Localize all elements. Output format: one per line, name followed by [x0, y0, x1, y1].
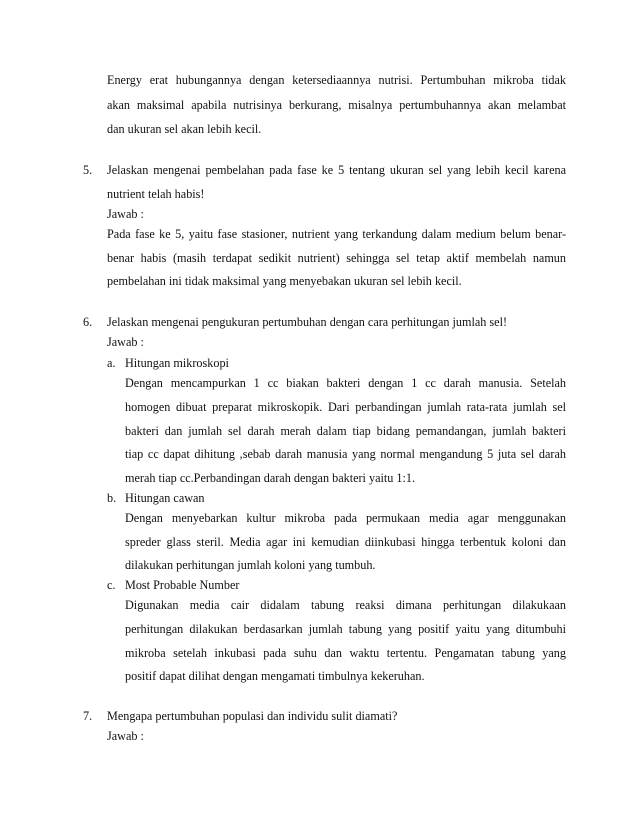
q6-item-c-line-4: positif dapat dilihat dengan mengamati timbulnya kekeruhan.: [125, 669, 425, 683]
q6-item-a-line-1: Dengan mencampurkan 1 cc biakan bakteri dengan 1 cc darah manusia. Setelah: [125, 376, 566, 390]
q6-item-a-marker: a.: [107, 356, 116, 370]
q6-item-b-line-3: dilakukan perhitungan jumlah koloni yang tumbuh.: [125, 558, 376, 572]
q6-item-c-line-1: Digunakan media cair didalam tabung reaksi dimana perhitungan dilakukaan: [125, 598, 566, 612]
q6-item-c-line-2: perhitungan dilakukan berdasarkan jumlah tabung yang positif yaitu yang ditumbuhi: [125, 622, 566, 636]
intro-line-3: dan ukuran sel akan lebih kecil.: [107, 122, 262, 136]
q7-question: Mengapa pertumbuhan populasi dan individu sulit diamati?: [107, 709, 398, 723]
intro-line-2: akan maksimal apabila nutrisinya berkurang, misalnya pertumbuhannya akan melambat: [107, 98, 566, 112]
q6-item-a-line-2: homogen dibuat preparat mikroskopik. Dari perbandingan jumlah rata-rata jumlah sel: [125, 400, 566, 414]
q5-answer-line-1: Pada fase ke 5, yaitu fase stasioner, nutrient yang terkandung dalam medium belum benar-: [107, 227, 566, 241]
q6-item-b-marker: b.: [107, 491, 117, 505]
q6-item-a-line-5: merah tiap cc.Perbandingan darah dengan bakteri yaitu 1:1.: [125, 471, 416, 485]
q6-item-c-line-3: mikroba setelah inkubasi pada suhu dan waktu tertentu. Pengamatan tabung yang: [125, 646, 566, 660]
intro-line-1: Energy erat hubungannya dengan ketersediaannya nutrisi. Pertumbuhan mikroba tidak: [107, 73, 566, 87]
q6-item-b-line-1: Dengan menyebarkan kultur mikroba pada permukaan media agar menggunakan: [125, 511, 566, 525]
q6-number: 6.: [83, 315, 93, 329]
q6-item-c-title: Most Probable Number: [125, 578, 240, 592]
q6-item-b-title: Hitungan cawan: [125, 491, 205, 505]
q5-question-line-1: Jelaskan mengenai pembelahan pada fase ke 5 tentang ukuran sel yang lebih kecil karena: [107, 163, 566, 177]
q6-question: Jelaskan mengenai pengukuran pertumbuhan dengan cara perhitungan jumlah sel!: [107, 315, 508, 329]
q6-answer-label: Jawab :: [107, 335, 144, 349]
q5-answer-label: Jawab :: [107, 207, 144, 221]
q5-answer-line-2: benar habis (masih terdapat sedikit nutrient) sehingga sel tetap aktif membelah namun: [107, 251, 566, 265]
q7-number: 7.: [83, 709, 93, 723]
q7-answer-label: Jawab :: [107, 729, 144, 743]
q6-item-a-title: Hitungan mikroskopi: [125, 356, 229, 370]
q5-question-line-2: nutrient telah habis!: [107, 187, 205, 201]
q6-item-a-line-4: tiap cc dapat dihitung ,sebab darah manusia yang normal mengandung 5 juta sel darah: [125, 447, 566, 461]
q5-answer-line-3: pembelahan ini tidak maksimal yang menyebakan ukuran sel lebih kecil.: [107, 274, 462, 288]
q6-item-c-marker: c.: [107, 578, 116, 592]
q6-item-a-line-3: bakteri dan jumlah sel darah merah dalam tiap bidang pemandangan, jumlah bakteri: [125, 424, 566, 438]
q5-number: 5.: [83, 163, 93, 177]
q6-item-b-line-2: spreder glass steril. Media agar ini kemudian diinkubasi hingga terbentuk koloni dan: [125, 535, 566, 549]
